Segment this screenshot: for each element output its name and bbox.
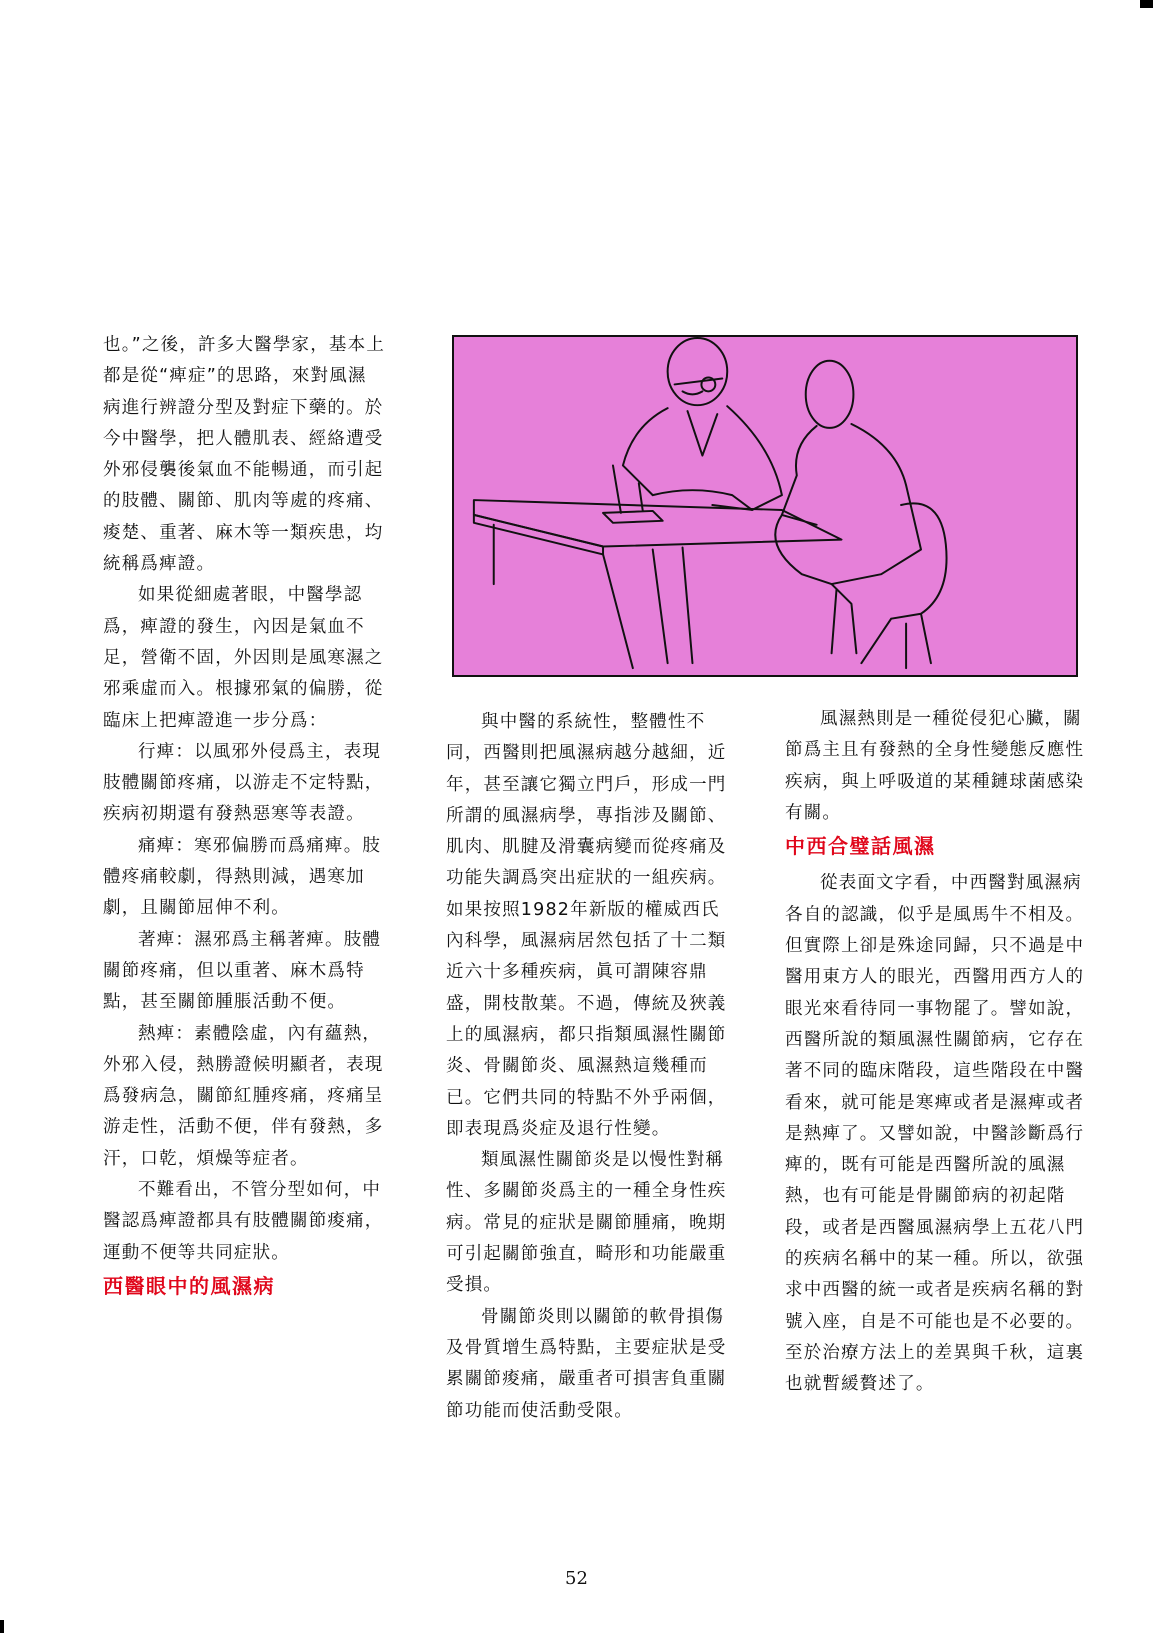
left-column	[103, 330, 385, 1308]
paragraph: 類風濕性關節炎是以慢性對稱性、多關節炎爲主的一種全身性疾病。常見的症狀是關節腫痛，晚期可引起關節強直，畸形和功能嚴重受損。	[446, 1150, 727, 1296]
patient-back	[782, 424, 921, 584]
paragraph: 不難看出，不管分型如何，中醫認爲痺證都具有肢體關節痠痛，運動不便等共同症狀。	[103, 1180, 384, 1263]
page-number: 52	[565, 1568, 588, 1589]
patient-head	[806, 361, 854, 428]
corner-mark-top-right	[1140, 0, 1153, 8]
section-heading: 西醫眼中的風濕病	[103, 1273, 275, 1298]
table-top	[474, 500, 842, 546]
paragraph: 熱痺：素體陰虛，內有蘊熱，外邪入侵，熱勝證候明顯者，表現爲發病急，關節紅腫疼痛，疼痛呈游走性，活動不便，伴有發熱，多汗，口乾，煩燥等症者。	[103, 1023, 384, 1169]
patient-legs	[775, 515, 856, 653]
section-heading: 中西合璧話風濕	[785, 834, 936, 859]
paragraph: 痛痺：寒邪偏勝而爲痛痺。肢體疼痛較劇，得熱則減，遇寒加劇，且關節屈伸不利。	[103, 835, 382, 919]
doctor-body	[623, 406, 782, 510]
paragraph: 如果從細處著眼，中醫學認爲，痺證的發生，內因是氣血不足，營衛不固，外因則是風寒濕之邪乘虛而入。根據邪氣的偏勝，從臨床上把痺證進一步分爲：	[103, 585, 384, 731]
middle-column	[446, 707, 736, 1427]
right-column	[785, 704, 1085, 1401]
doctor-patient-illustration	[452, 335, 1078, 677]
paragraph: 著痺：濕邪爲主稱著痺。肢體關節疼痛，但以重著、麻木爲特點，甚至關節腫脹活動不便。	[103, 929, 382, 1013]
paragraph: 從表面文字看，中西醫對風濕病各自的認識，似乎是風馬牛不相及。但實際上卻是殊途同歸，只不過是中醫用東方人的眼光，西醫用西方人的眼光來看待同一事物罷了。譬如說，西醫所說的類風濕性關節病，它存在著不同的臨床階段，這些階段在中醫看來，就可能是寒痺或者是濕痺或者是熱痺了。又譬如說，中醫診斷爲行痺的，既有可能是西醫所說的風濕熱，也有可能是骨關節病的初起階段，或者是西醫風濕病學上五花八門的疾病名稱中的某一種。所以，欲强求中西醫的統一或者是疾病名稱的對號入座，自是不可能也是不必要的。至於治療方法上的差異與千秋，這裏也就暫緩贅述了。	[785, 873, 1085, 1395]
chair	[861, 503, 946, 668]
line-drawing	[454, 337, 1076, 675]
doctor-head	[668, 338, 728, 405]
paragraph: 風濕熱則是一種從侵犯心臟，關節爲主且有發熱的全身性變態反應性疾病，與上呼吸道的某種鏈球菌感染有關。	[785, 709, 1085, 823]
paragraph: 也。”之後，許多大醫學家，基本上都是從“痺症”的思路，來對風濕病進行辨證分型及對症下藥的。於今中醫學，把人體肌表、經絡遭受外邪侵襲後氣血不能暢通，而引起的肢體、關節、肌肉等處的疼痛、痠楚、重著、麻木等一類疾患，均統稱爲痺證。	[103, 335, 386, 575]
paragraph: 骨關節炎則以關節的軟骨損傷及骨質增生爲特點，主要症狀是受累關節痠痛，嚴重者可損害負重關節功能而使活動受限。	[446, 1306, 727, 1421]
corner-mark-bottom-left	[0, 1620, 4, 1633]
paragraph: 行痺：以風邪外侵爲主，表現肢體關節疼痛，以游走不定特點，疾病初期還有發熱惡寒等表證。	[103, 741, 384, 825]
table-legs	[494, 525, 693, 668]
paragraph: 與中醫的系統性，整體性不同，西醫則把風濕病越分越細，近年，甚至讓它獨立門戶，形成一門所謂的風濕病學，專指涉及關節、肌肉、肌腱及滑囊病變而從疼痛及功能失調爲突出症狀的一組疾病。如果按照1982年新版的權威西氏內科學，風濕病居然包括了十二類近六十多種疾病，眞可謂陳容鼎盛，開枝散葉。不過，傳統及狹義上的風濕病，都只指類風濕性關節炎、骨關節炎、風濕熱這幾種而已。它們共同的特點不外乎兩個，即表現爲炎症及退行性變。	[446, 712, 727, 1139]
